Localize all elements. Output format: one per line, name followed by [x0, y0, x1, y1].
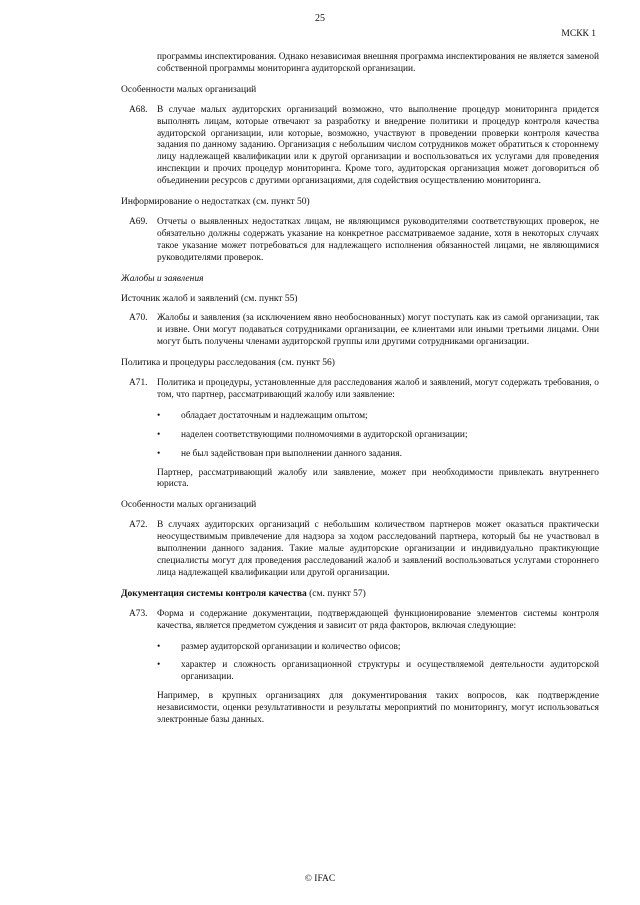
paragraph-a72	[121, 520, 599, 580]
document-code: МСКК 1	[561, 29, 596, 39]
paragraph-a71-note: Партнер, рассматривающий жалобу или заявление, может при необходимости привлекать внутреннего юриста.	[157, 467, 599, 490]
list-item	[157, 449, 599, 461]
heading-small-firms-2: Особенности малых организаций	[121, 500, 257, 511]
paragraph-number: A72.	[129, 520, 148, 531]
paragraph-text: Политика и процедуры, установленные для расследования жалоб и заявлений, могут содержать требования, о том, что партнер, рассматривающий жалобу или заявление:	[157, 378, 599, 400]
heading-deficiencies: Информирование о недостатках (см. пункт 50)	[121, 197, 310, 208]
paragraph-number: A73.	[129, 608, 148, 619]
paragraph-text: В случае малых аудиторских организаций возможно, что выполнение процедур мониторинга придется выполнять лицам, которые отвечают за разработку и внедрение политики и процедур контроля качества аудиторской организации, или которые, возможно, участвуют в проведении проверки контроля качества задания по данному заданию. Организация с небольшим числом сотрудников может обратиться к стороннему лицу надлежащей квалификации или к другой организации и воспользоваться их услугами для проведения инспекции и прочих процедур мониторинга. Кроме того, аудиторская организация может договориться об объединении ресурсов с другими организациями, для содействия осуществлению мониторинга.	[157, 104, 599, 187]
heading-complaint-sources: Источник жалоб и заявлений (см. пункт 55)	[121, 293, 298, 304]
paragraph-number: A71.	[129, 378, 148, 389]
list-item-text: размер аудиторской организации и количество офисов;	[181, 641, 401, 652]
paragraph-number: A68.	[129, 104, 148, 115]
paragraph-text: Отчеты о выявленных недостатках лицам, не являющимся руководителями соответствующих проверок, не обязательно должны содержать указание на конкретное рассматриваемое задание, хотя в некоторых случаях такое указание может потребоваться для надлежащего исполнения обязанностей лицами, не являющимися руководителями проверок.	[157, 216, 599, 263]
paragraph-text: Форма и содержание документации, подтверждающей функционирование элементов системы контроля качества, является предметом суждения и зависит от ряда факторов, включая следующие:	[157, 608, 599, 631]
paragraph-text: Жалобы и заявления (за исключением явно необоснованных) могут поступать как из самой организации, так и извне. Они могут подаваться сотрудниками организации, ее клиентами или иными третьими лицами. Они могут быть получены членами аудиторской группы или другими сотрудниками организации.	[157, 313, 599, 348]
paragraph-a68	[121, 105, 599, 188]
paragraph-number: A70.	[129, 313, 148, 324]
paragraph-a71	[121, 378, 599, 402]
paragraph-number: A69.	[129, 216, 148, 227]
list-item-text: наделен соответствующими полномочиями в аудиторской организации;	[181, 429, 468, 440]
paragraph-a73-note: Например, в крупных организациях для документирования таких вопросов, как подтверждение независимости, оценки результативности и результаты мероприятий по мониторингу, могут использоваться электронные базы данных.	[157, 691, 599, 726]
paragraph-a73	[121, 609, 599, 633]
list-item-text: обладает достаточным и надлежащим опытом;	[181, 410, 368, 421]
paragraph-a69	[121, 217, 599, 265]
page-number: 25	[315, 13, 325, 24]
list-item-text: не был задействован при выполнении данного задания.	[181, 448, 402, 459]
list-item	[157, 660, 599, 684]
heading-reference: (см. пункт 57)	[306, 588, 366, 599]
paragraph-a70	[121, 313, 599, 349]
bullet-icon: •	[157, 641, 161, 652]
bullet-icon: •	[157, 410, 161, 421]
heading-documentation	[121, 589, 599, 601]
list-item	[157, 430, 599, 442]
heading-bold-part: Документация системы контроля качества	[121, 588, 307, 599]
heading-small-firms-1: Особенности малых организаций	[121, 84, 257, 95]
continuation-paragraph: программы инспектирования. Однако независимая внешняя программа инспектирования не является заменой собственной программы мониторинга аудиторской организации.	[157, 52, 599, 74]
bullet-icon: •	[157, 660, 161, 671]
bullet-icon: •	[157, 448, 161, 459]
paragraph-text: В случаях аудиторских организаций с небольшим количеством партнеров может оказаться практически неосуществимым привлечение для надзора за ходом расследований партнера, который бы не участвовал в выполнении данного задания. Такие малые аудиторские организации и индивидуально практикующие специалисты могут для проведения расследований жалоб и заявлений воспользоваться услугами стороннего лица надлежащей квалификации или другой организации.	[157, 520, 599, 578]
page-content	[121, 52, 599, 736]
bullet-icon: •	[157, 429, 161, 440]
list-item	[157, 411, 599, 423]
heading-complaints: Жалобы и заявления	[121, 273, 204, 284]
list-item-text: характер и сложность организационной структуры и осуществляемой деятельности аудиторской организации.	[181, 660, 599, 683]
heading-investigation-policy: Политика и процедуры расследования (см. пункт 56)	[121, 358, 335, 369]
list-item	[157, 642, 599, 654]
page-footer-copyright: © IFAC	[304, 874, 336, 884]
